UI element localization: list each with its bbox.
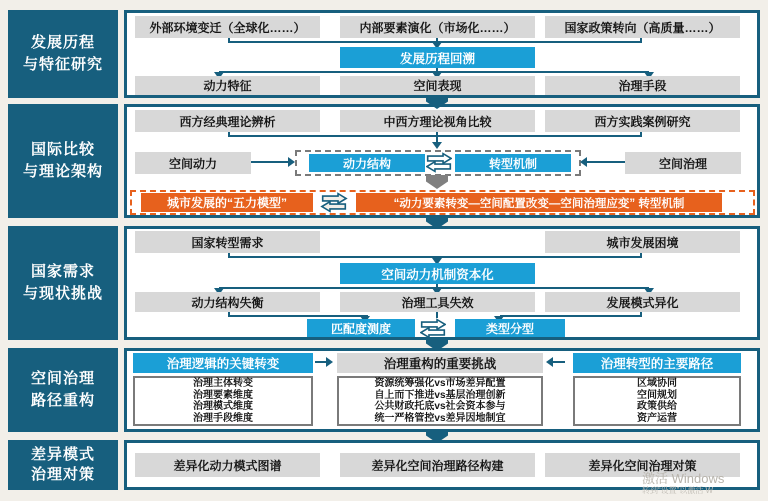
list-item: 治理主体转变: [193, 378, 253, 389]
windows-activation-watermark: 激活 Windows: [642, 471, 725, 486]
row4-col2-list: [337, 376, 543, 426]
row4-label: [8, 348, 118, 432]
arrow-down-icon: [432, 142, 442, 149]
row2-orange-box-transition-mechanism: “动力要素转变—空间配置改变—空间治理应变” 转型机制: [356, 193, 722, 212]
row3-center-box: 空间动力机制资本化: [340, 263, 535, 284]
row3-label: [8, 226, 118, 340]
row4-col2-header: 治理重构的重要挑战: [337, 353, 543, 373]
row3-bottom-box-matching: 匹配度测度: [307, 319, 415, 337]
list-item: 治理要素维度: [193, 389, 253, 401]
connector-line: [500, 315, 642, 317]
row1-label-line1: 发展历程: [30, 34, 95, 51]
row2-right-box: 空间治理: [625, 152, 741, 174]
row1-bottom-box-governance: 治理手段: [545, 76, 740, 95]
row4-col1-list: [133, 376, 313, 426]
swap-arrows-icon: [320, 192, 348, 213]
row3-mid-box-imbalance: 动力结构失衡: [135, 292, 320, 312]
row4-label-line1: 空间治理: [30, 370, 95, 387]
connector-line: [251, 161, 289, 163]
connector-line: [587, 161, 625, 163]
arrow-left-icon: [546, 357, 553, 367]
row4-col3-list: [573, 376, 741, 426]
row1-label-line2: 与特征研究: [22, 56, 103, 73]
row3-label-line2: 与现状挑战: [22, 285, 103, 302]
list-item: 政策供给: [637, 401, 677, 412]
list-item: 资源统筹强化vs市场差异配置: [374, 378, 506, 389]
row4-col3-header: 治理转型的主要路径: [573, 353, 741, 373]
list-item: 区域协同: [637, 378, 677, 389]
row5-label-line1: 差异模式: [30, 446, 95, 463]
row2-label: [8, 104, 118, 218]
row3-mid-box-tool-failure: 治理工具失效: [340, 292, 535, 312]
row2-inner-box-structure: 动力结构: [309, 154, 425, 172]
row3-label-line1: 国家需求: [30, 263, 95, 280]
connector-line: [553, 361, 565, 363]
row1-bottom-box-spatial: 空间表现: [340, 76, 535, 95]
row3-bottom-box-typology: 类型分型: [455, 319, 565, 337]
arrow-right-icon: [326, 357, 333, 367]
row1-center-box: 发展历程回溯: [340, 47, 535, 68]
row2-top-box-comparison: 中西方理论视角比较: [340, 110, 535, 132]
list-item: 治理手段维度: [193, 412, 253, 424]
row3-top-box-urban-dilemma: 城市发展困境: [545, 231, 740, 253]
list-item: 公共财政托底vs社会资本参与: [374, 401, 506, 412]
row2-orange-box-five-force-model: 城市发展的“五力模型”: [141, 193, 313, 212]
connector-line: [228, 135, 642, 137]
row5-box-path-construction: 差异化空间治理路径构建: [340, 453, 535, 477]
list-item: 空间规划: [637, 389, 677, 401]
row2-top-box-western-theory: 西方经典理论辨析: [135, 110, 320, 132]
row5-label-line2: 治理对策: [30, 466, 95, 483]
row1-top-box-internal: 内部要素演化（市场化……）: [340, 16, 535, 38]
arrow-left-icon: [580, 157, 587, 167]
row1-top-box-policy: 国家政策转向（高质量……）: [545, 16, 740, 38]
row1-bottom-box-dynamics: 动力特征: [135, 76, 320, 95]
connector-line: [228, 315, 368, 317]
row2-label-line1: 国际比较: [30, 141, 95, 158]
row1-label: [8, 10, 118, 98]
list-item: 统一严格管控vs差异因地制宜: [374, 412, 506, 424]
row5-label: [8, 440, 118, 490]
row4-label-line2: 路径重构: [30, 392, 95, 409]
row2-label-line2: 与理论架构: [22, 163, 103, 180]
swap-arrows-icon: [426, 152, 452, 173]
row5-box-pattern-atlas: 差异化动力模式图谱: [135, 453, 320, 477]
row2-top-box-case-study: 西方实践案例研究: [545, 110, 740, 132]
list-item: 资产运营: [637, 412, 677, 424]
row4-col1-header: 治理逻辑的关键转变: [133, 353, 313, 373]
row3-mid-box-alienation: 发展模式异化: [545, 292, 740, 312]
row2-left-box: 空间动力: [135, 152, 251, 174]
windows-activation-watermark-sub: 转到“设置”以激活 W: [642, 486, 714, 495]
list-item: 自上而下推进vs基层治理创新: [374, 389, 506, 401]
arrow-right-icon: [288, 157, 295, 167]
row5-box-countermeasures: 差异化空间治理对策: [545, 453, 740, 477]
row1-top-box-external: 外部环境变迁（全球化……）: [135, 16, 320, 38]
row3-top-box-national-demand: 国家转型需求: [135, 231, 320, 253]
list-item: 治理模式维度: [193, 401, 253, 412]
swap-arrows-icon: [420, 318, 446, 339]
row2-inner-box-mechanism: 转型机制: [455, 154, 571, 172]
